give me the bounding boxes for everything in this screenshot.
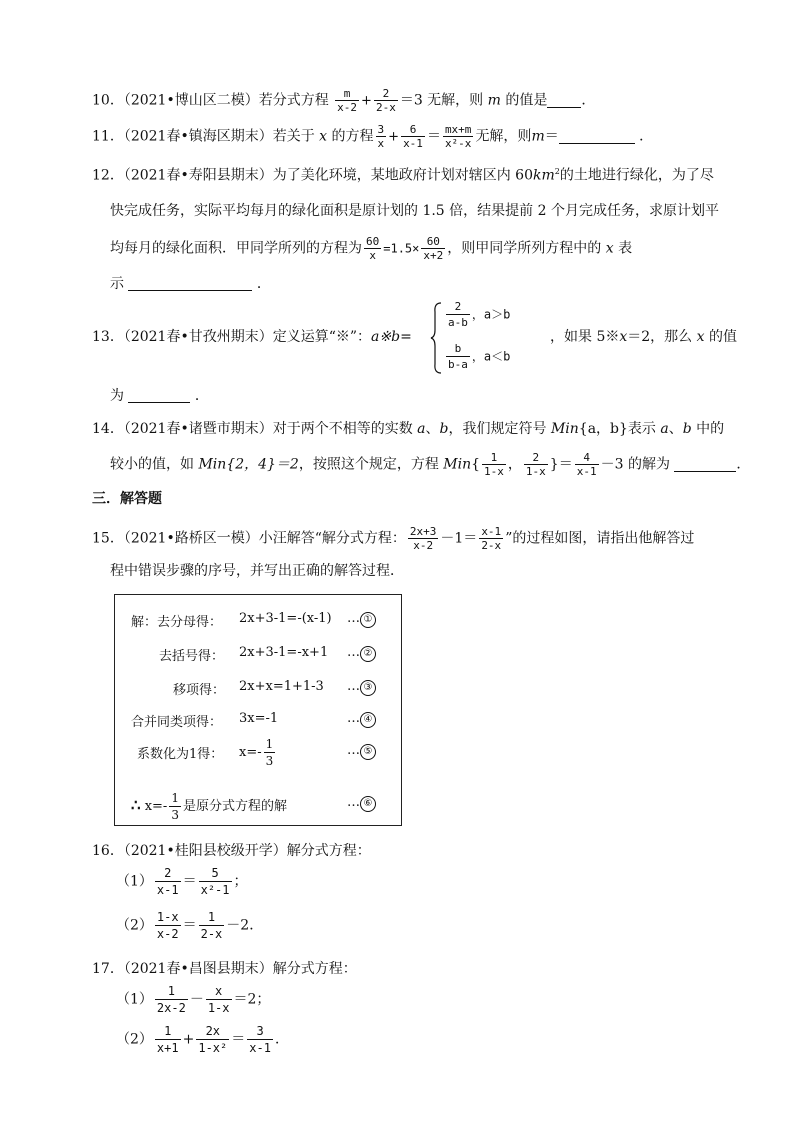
question-13 [92, 330, 412, 344]
denominator: x²-x [444, 137, 472, 150]
dots: … [347, 795, 360, 810]
step-marker [347, 711, 376, 728]
numerator: mx+m [444, 123, 472, 136]
unit: km [532, 167, 555, 184]
numerator: 2 [446, 300, 470, 315]
operator: ＝ [182, 873, 197, 890]
q-text: ． [194, 388, 209, 404]
step-1 [131, 611, 222, 630]
answer-blank[interactable] [128, 276, 252, 291]
answer-blank[interactable] [128, 388, 190, 403]
denominator: a-b [448, 316, 468, 329]
numerator: b [446, 342, 470, 357]
fraction [155, 910, 181, 941]
operator: + [388, 129, 400, 145]
numerator: 2 [524, 452, 548, 465]
denominator: 1-x [484, 465, 504, 478]
q-text: ． [274, 1031, 289, 1048]
q-text: ＝2，那么 [627, 329, 693, 345]
question-12-line-4 [110, 276, 271, 291]
numerator: 1 [171, 791, 179, 805]
q-text: ． [639, 128, 654, 145]
q-text: ＝2； [233, 991, 271, 1008]
variable: a [660, 421, 669, 437]
fraction [421, 236, 445, 261]
question-17 [92, 962, 357, 976]
q-number: 11． [92, 128, 124, 145]
step-label: 移项得： [173, 683, 226, 698]
case-2 [444, 342, 510, 371]
fraction [264, 737, 276, 768]
dots: … [347, 711, 360, 726]
denominator: x-2 [413, 539, 434, 552]
denominator: 2-x [375, 101, 396, 114]
q-text: ，则甲同学所列方程中的 [447, 240, 602, 257]
step-label: 解：去分母得： [131, 615, 223, 630]
fraction [482, 452, 506, 477]
numerator: m [335, 88, 359, 101]
q-number: 17． [92, 961, 124, 977]
denominator: 3 [265, 754, 274, 768]
superscript: 2 [554, 167, 560, 176]
q-text: 表示 [627, 421, 656, 437]
q-source: （2021春•寿阳县期末） [123, 167, 273, 184]
q-text: 的方程 [331, 128, 374, 145]
q-text: 均每月的绿化面积．甲同学所列的方程为 [110, 240, 362, 257]
fraction [376, 124, 387, 149]
question-16 [92, 844, 371, 858]
fraction [335, 88, 359, 113]
denominator: x+1 [156, 1041, 179, 1055]
operator: + [361, 93, 372, 109]
fraction [206, 984, 232, 1015]
dots: … [347, 743, 360, 758]
example: Min{2，4}＝2 [198, 456, 299, 473]
question-11 [92, 124, 653, 149]
denominator: 2x-2 [156, 1001, 186, 1015]
numerator: x-1 [481, 525, 502, 538]
question-13-line-2 [110, 388, 209, 403]
question-14-line-2 [110, 452, 750, 477]
step-equation: 3x=-1 [239, 711, 279, 726]
therefore-symbol: ∴ [131, 796, 141, 814]
q-text: { [471, 456, 481, 473]
fraction [196, 1024, 229, 1055]
variable: b [439, 421, 449, 437]
step-number: ② [360, 646, 376, 662]
step-equation [239, 737, 277, 768]
part-index: （1） [116, 991, 153, 1008]
fraction [169, 791, 181, 822]
eq-text: x=- [144, 799, 168, 814]
q-text: 为 [110, 388, 124, 404]
answer-blank[interactable] [559, 129, 635, 144]
denominator: 2-x [481, 539, 502, 552]
q-text: ＝3 无解，则 [399, 92, 484, 109]
variable: b [682, 421, 692, 437]
q-text: 解分式方程： [286, 843, 371, 859]
fraction [479, 526, 503, 551]
step-number: ① [360, 612, 376, 628]
q-text: 为了美化环境，某地政府计划对辖区内 60 [272, 167, 533, 184]
expression: a※b [371, 329, 401, 345]
numerator: 6 [401, 124, 425, 137]
variable: m [487, 92, 501, 109]
variable: x [319, 128, 328, 145]
dots: … [347, 645, 360, 660]
step-marker [347, 611, 376, 628]
min-symbol: Min [443, 456, 472, 473]
question-15 [92, 526, 694, 551]
q-number: 14． [92, 421, 124, 437]
q-text: 小汪解答“解分式方程： [258, 530, 406, 547]
numerator: 60 [366, 235, 380, 248]
answer-blank[interactable] [547, 93, 581, 108]
q-number: 13． [92, 329, 124, 345]
question-13-tail [550, 330, 737, 344]
question-12 [92, 168, 714, 183]
variable: a [417, 421, 426, 437]
operator: － [189, 991, 204, 1008]
q-text: 中的 [696, 421, 725, 437]
dots: … [347, 679, 360, 694]
numerator: 3 [247, 1024, 273, 1040]
q-text: 表 [618, 240, 633, 257]
numerator: 1 [199, 910, 225, 926]
eq-text: x=- [239, 745, 262, 760]
denominator: x-1 [576, 465, 597, 478]
step-marker [347, 795, 376, 812]
q16-part-1 [116, 866, 248, 897]
q16-part-2 [116, 910, 263, 941]
variable: x [696, 329, 705, 345]
operator: ＝ [182, 917, 197, 934]
q-text: －2． [226, 917, 264, 934]
q-text: 、 [425, 421, 440, 437]
step-label: 去括号得： [159, 649, 225, 664]
q-text: ＝ [544, 128, 559, 145]
fraction [408, 526, 439, 551]
q-text: ； [233, 873, 248, 890]
q-text: ． [736, 456, 751, 473]
q-text: 的值是 [505, 92, 548, 109]
fraction [199, 910, 225, 941]
q-number: 10． [92, 92, 124, 109]
fraction [575, 452, 599, 477]
q-text: ，如果 5※ [550, 329, 620, 345]
numerator: 4 [575, 452, 599, 465]
step-equation: 2x+3-1=-(x-1) [239, 611, 332, 626]
q-text: 的值 [709, 329, 737, 345]
q-text: 定义运算“※”： [272, 329, 372, 345]
fraction [247, 1024, 273, 1055]
q-text: ． [256, 276, 271, 292]
operator: =1.5× [383, 241, 420, 256]
q-text: 解分式方程： [272, 961, 357, 977]
q-text: －1＝ [440, 530, 478, 547]
fraction [155, 866, 181, 897]
numerator: 1 [265, 737, 274, 751]
denominator: x-2 [156, 927, 179, 941]
denominator: 1-x [207, 1001, 230, 1015]
part-index: （2） [116, 1031, 153, 1048]
numerator: 2 [374, 88, 398, 101]
q-text: {a，b} [578, 421, 628, 437]
q-text: ，按照这个规定，方程 [298, 456, 439, 473]
denominator: x²-1 [200, 883, 230, 897]
q-number: 16． [92, 843, 124, 859]
q-text: 对于两个不相等的实数 [272, 421, 413, 437]
fraction [199, 866, 232, 897]
denominator: x-2 [337, 101, 358, 114]
brace-icon [430, 302, 442, 374]
step-marker [347, 743, 376, 760]
fraction [446, 300, 470, 329]
q-source: （2021春•镇海区期末） [123, 128, 273, 145]
q-text: }＝ [549, 456, 573, 473]
question-10 [92, 88, 595, 113]
q-text: 若分式方程 [258, 92, 329, 109]
fraction [443, 124, 474, 149]
denominator: 2-x [200, 927, 223, 941]
answer-blank[interactable] [674, 457, 736, 472]
q-text: 无解，则 [475, 128, 532, 145]
numerator: 3 [377, 123, 385, 136]
denominator: 3 [171, 808, 179, 822]
step-number: ⑥ [360, 796, 376, 812]
denominator: x-1 [403, 137, 423, 150]
numerator: 2x+3 [409, 525, 437, 538]
dots: … [347, 611, 360, 626]
variable: x [605, 240, 614, 257]
fraction [364, 236, 381, 261]
question-12-line-3 [110, 236, 632, 261]
operator: ＝ [231, 1031, 246, 1048]
q-source: （2021•路桥区一模） [123, 530, 259, 547]
numerator: 1 [155, 984, 188, 1000]
denominator: x-1 [249, 1041, 271, 1055]
condition: ，a＞b [471, 307, 511, 322]
step-label: 系数化为1得： [137, 747, 224, 762]
q-source: （2021春•昌图县期末） [123, 961, 273, 977]
operator: + [182, 1031, 195, 1048]
variable: m [531, 128, 545, 145]
q-text: 的土地进行绿化，为了尽 [559, 167, 714, 184]
step-marker [347, 645, 376, 662]
numerator: 60 [421, 236, 445, 249]
operator: = [400, 329, 412, 345]
numerator: 1 [155, 1024, 181, 1040]
step-equation: 2x+x=1+1-3 [239, 679, 324, 694]
q-source: （2021•博山区二模） [123, 92, 259, 109]
question-14 [92, 422, 724, 436]
question-12-line-2: 快完成任务，实际平均每月的绿化面积是原计划的 1.5 倍，结果提前 2 个月完成任务，求原计划平 [110, 203, 719, 219]
numerator: 1-x [156, 910, 179, 924]
part-index: （2） [116, 917, 153, 934]
eq-text: 是原分式方程的解 [182, 799, 287, 814]
condition: ，a＜b [471, 349, 511, 364]
step-number: ④ [360, 712, 376, 728]
fraction [374, 88, 398, 113]
denominator: x-1 [156, 883, 179, 897]
part-index: （1） [116, 873, 153, 890]
q-text: ． [581, 92, 596, 109]
q17-part-2 [116, 1024, 289, 1055]
denominator: x [377, 137, 385, 150]
step-equation: 2x+3-1=-x+1 [239, 645, 329, 660]
step-number: ⑤ [360, 744, 376, 760]
q-text: －3 的解为 [600, 456, 670, 473]
denominator: 1-x [525, 465, 546, 478]
q-text: ，我们规定符号 [448, 421, 547, 437]
section-title: 三．解答题 [92, 491, 162, 507]
q-number: 15． [92, 530, 124, 547]
numerator: 1 [482, 452, 506, 465]
q-source: （2021春•诸暨市期末） [123, 421, 273, 437]
case-1 [444, 300, 510, 329]
variable: x [619, 329, 628, 345]
numerator: 2x [196, 1024, 229, 1040]
q-source: （2021•桂阳县校级开学） [123, 843, 287, 859]
min-symbol: Min [550, 421, 579, 437]
numerator: x [206, 984, 232, 1000]
denominator: b-a [448, 358, 468, 371]
step-marker [347, 679, 376, 696]
q-text: ， [507, 456, 522, 473]
q-text: 示 [110, 276, 124, 292]
q-source: （2021春•甘孜州期末） [123, 329, 273, 345]
q-text: 、 [668, 421, 683, 437]
fraction [155, 984, 188, 1015]
step-number: ③ [360, 680, 376, 696]
question-15-line-2: 程中错误步骤的序号，并写出正确的解答过程． [110, 563, 404, 579]
q17-part-1 [116, 984, 270, 1015]
numerator: 5 [199, 866, 232, 882]
q-text: 较小的值，如 [110, 456, 194, 473]
denominator: x+2 [423, 249, 444, 262]
step-conclusion [131, 791, 287, 822]
numerator: 2 [155, 866, 181, 882]
fraction [155, 1024, 181, 1055]
operator: ＝ [426, 128, 441, 145]
q-text: 若关于 [272, 128, 315, 145]
denominator: x [369, 249, 376, 262]
step-label: 合并同类项得： [131, 715, 223, 730]
denominator: 1-x² [198, 1041, 228, 1055]
q-text: ”的过程如图，请指出他解答过 [505, 530, 695, 547]
fraction [446, 342, 470, 371]
q-number: 12． [92, 167, 124, 184]
solution-box [114, 594, 402, 826]
fraction [401, 124, 425, 149]
fraction [524, 452, 548, 477]
